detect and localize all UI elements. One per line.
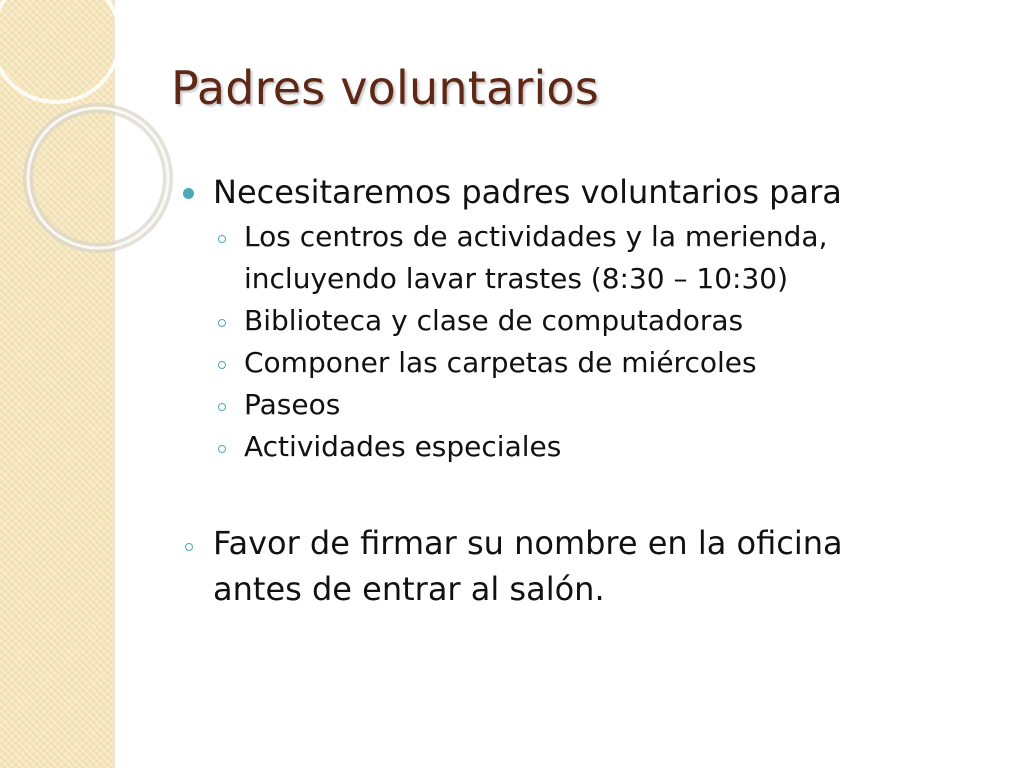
slide-content (180, 170, 980, 468)
sub-bullet-item (213, 384, 980, 426)
sub-bullet-line: Actividades especiales (244, 430, 562, 463)
filled-circle-bullet-icon (183, 188, 194, 199)
sub-bullet-item (213, 216, 980, 300)
note-line: antes de entrar al salón. (213, 570, 605, 608)
main-bullet-item (180, 170, 980, 468)
sub-bullet-item (213, 300, 980, 342)
hollow-circle-bullet-icon (218, 361, 226, 369)
sign-in-note (180, 520, 1013, 612)
hollow-circle-bullet-icon (218, 319, 226, 327)
main-bullet-text: Necesitaremos padres voluntarios para (213, 173, 842, 211)
sub-bullet-item (213, 426, 980, 468)
sub-bullet-line: incluyendo lavar trastes (8:30 – 10:30) (244, 262, 789, 295)
sub-bullet-item (213, 342, 980, 384)
decorative-rings-graphic (0, 0, 130, 260)
slide-title: Padres voluntarios (171, 61, 599, 115)
note-line: Favor de firmar su nombre en la oficina (213, 524, 843, 562)
hollow-circle-bullet-icon (185, 543, 193, 551)
sub-bullet-line: Componer las carpetas de miércoles (244, 346, 757, 379)
sub-bullet-line: Los centros de actividades y la merienda, (244, 220, 828, 253)
hollow-circle-bullet-icon (218, 235, 226, 243)
sub-bullet-list (213, 216, 980, 468)
hollow-circle-bullet-icon (218, 445, 226, 453)
hollow-circle-bullet-icon (218, 403, 226, 411)
main-bullet-list (180, 170, 980, 468)
sub-bullet-line: Paseos (244, 388, 341, 421)
sub-bullet-line: Biblioteca y clase de computadoras (244, 304, 744, 337)
